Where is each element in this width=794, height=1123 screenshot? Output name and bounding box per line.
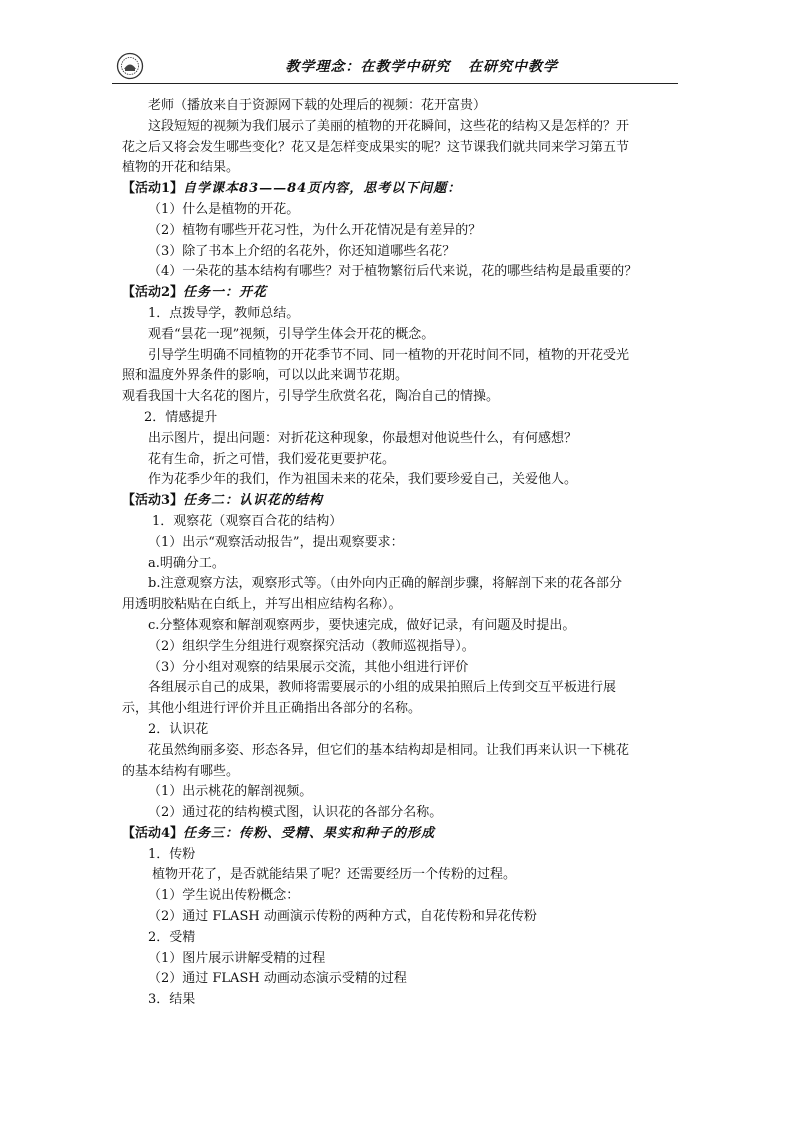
- paragraph-line: （1）什么是植物的开花。: [148, 201, 300, 217]
- paragraph-line: （4）一朵花的基本结构有哪些？对于植物繁衍后代来说，花的哪些结构是最重要的？: [148, 264, 638, 280]
- paragraph-line: 各组展示自己的成果，教师将需要展示的小组的成果拍照后上传到交互平板进行展: [148, 680, 617, 696]
- paragraph-line: （1）图片展示讲解受精的过程: [148, 950, 326, 966]
- paragraph-line: 这段短短的视频为我们展示了美丽的植物的开花瞬间，这些花的结构又是怎样的？开: [148, 118, 630, 134]
- paragraph-line: 2．认识花: [148, 721, 209, 737]
- paragraph-line: （3）除了书本上介绍的名花外，你还知道哪些名花？: [148, 243, 456, 259]
- paragraph-line: c.分整体观察和解剖观察两步，要快速完成，做好记录，有问题及时提出。: [148, 617, 576, 633]
- paragraph-line: 1．传粉: [148, 846, 196, 862]
- paragraph-line: 观看“昙花一现”视频，引导学生体会开花的概念。: [148, 326, 435, 342]
- paragraph-line: （2）通过 FLASH 动画动态演示受精的过程: [148, 971, 407, 987]
- paragraph-line: （1）出示桃花的解剖视频。: [148, 784, 313, 800]
- paragraph-line: 2．情感提升: [144, 409, 218, 425]
- paragraph-line: 植物开花了，是否就能结果了呢？还需要经历一个传粉的过程。: [152, 867, 517, 883]
- activity-label: 【活动3】: [122, 493, 184, 509]
- activity-title: 任务三：传粉、受精、果实和种子的形成: [183, 825, 436, 841]
- paragraph-line: 3．结果: [148, 992, 196, 1008]
- activity-label: 【活动1】: [122, 181, 184, 197]
- school-emblem-icon: [116, 52, 144, 80]
- paragraph-line: 示，其他小组进行评价并且正确指出各部分的名称。: [122, 701, 422, 717]
- paragraph-line: （2）组织学生分组进行观察探究活动（教师巡视指导）。: [148, 638, 475, 654]
- activity-label: 【活动2】: [122, 285, 184, 301]
- paragraph-line: b.注意观察方法，观察形式等。（由外向内正确的解剖步骤，将解剖下来的花各部分: [148, 576, 622, 592]
- activity-heading: [122, 179, 682, 200]
- activity-heading: [122, 824, 682, 845]
- activity-label: 【活动4】: [122, 825, 184, 841]
- paragraph-line: 观看我国十大名花的图片，引导学生欣赏名花，陶冶自己的情操。: [122, 389, 500, 405]
- paragraph-line: 的基本结构有哪些。: [122, 763, 240, 779]
- activity-heading: [122, 283, 682, 304]
- paragraph-line: （1）学生说出传粉概念：: [148, 888, 300, 904]
- paragraph-line: 老师（播放来自于资源网下载的处理后的视频：花开富贵）: [148, 98, 487, 113]
- paragraph-line: 照和温度外界条件的影响，可以以此来调节花期。: [122, 368, 409, 384]
- paragraph-line: 用透明胶粘贴在白纸上，并写出相应结构名称）。: [122, 597, 402, 613]
- paragraph-line: （2）通过花的结构模式图，认识花的各部分名称。: [148, 805, 443, 821]
- activity-title: 任务二：认识花的结构: [183, 493, 324, 509]
- paragraph-line: 引导学生明确不同植物的开花季节不同、同一植物的开花时间不同，植物的开花受光: [148, 347, 630, 363]
- page-header: [112, 48, 678, 84]
- paragraph-line: 花有生命，折之可惜，我们爱花更要护花。: [148, 451, 396, 467]
- paragraph-line: 植物的开花和结果。: [122, 160, 240, 176]
- activity-title: 任务一：开花: [183, 285, 268, 301]
- paragraph-line: a.明确分工。: [148, 555, 225, 571]
- paragraph-line: （2）植物有哪些开花习性，为什么开花情况是有差异的？: [148, 222, 482, 238]
- activity-heading: [122, 491, 682, 512]
- paragraph-line: 作为花季少年的我们，作为祖国未来的花朵，我们要珍爱自己，关爱他人。: [148, 472, 578, 488]
- header-motto: 教学理念：在教学中研究 在研究中教学: [285, 59, 558, 75]
- paragraph-line: （1）出示“观察活动报告”，提出观察要求：: [148, 534, 404, 550]
- paragraph-line: 花之后又将会发生哪些变化？花又是怎样变成果实的呢？这节课我们就共同来学习第五节: [122, 139, 630, 155]
- paragraph-line: 2．受精: [148, 929, 196, 945]
- paragraph-line: （3）分小组对观察的结果展示交流，其他小组进行评价: [148, 659, 469, 675]
- paragraph-line: （2）通过 FLASH 动画演示传粉的两种方式，自花传粉和异花传粉: [148, 909, 537, 925]
- document-body: [122, 96, 682, 1011]
- activity-title: 自学课本83——84页内容，思考以下问题：: [183, 181, 462, 197]
- paragraph-line: 1．点拨导学，教师总结。: [148, 305, 300, 321]
- paragraph-line: 花虽然绚丽多姿、形态各异，但它们的基本结构却是相同。让我们再来认识一下桃花: [148, 742, 630, 758]
- header-rule: [112, 83, 678, 84]
- paragraph-line: 出示图片，提出问题：对折花这种现象，你最想对他说些什么，有何感想？: [148, 430, 578, 446]
- paragraph-line: 1．观察花（观察百合花的结构）: [152, 513, 343, 529]
